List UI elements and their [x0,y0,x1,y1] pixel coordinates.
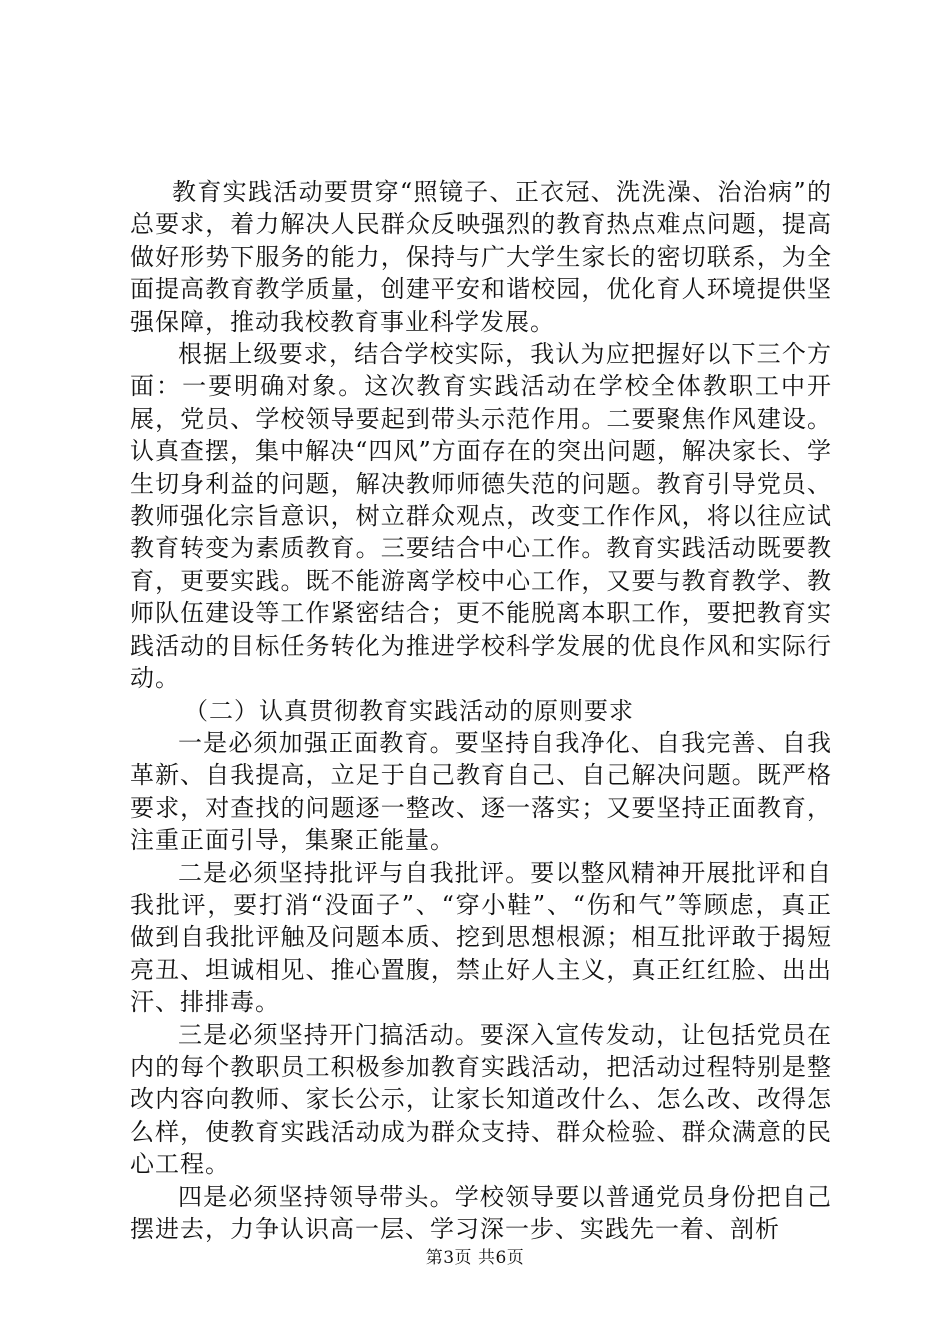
paragraph-principle-4: 四是必须坚持领导带头。学校领导要以普通党员身份把自己摆进去，力争认识高一层、学习深一步、实践先一着、剖析 [130,1182,832,1243]
section-heading: （二）认真贯彻教育实践活动的原则要求 [184,696,634,725]
paragraph-principle-2: 二是必须坚持批评与自我批评。要以整风精神开展批评和自我批评，要打消“没面子”、“穿小鞋”、“伤和气”等顾虑，真正做到自我批评触及问题本质、挖到思想根源；相互批评敢于揭短亮丑、坦诚相见、推心置腹，禁止好人主义，真正红红脸、出出汗、排排毒。 [130,858,832,1017]
paragraph-three-aspects: 根据上级要求，结合学校实际，我认为应把握好以下三个方面：一要明确对象。这次教育实践活动在学校全体教职工中开展，党员、学校领导要起到带头示范作用。二要聚焦作风建设。认真查摆，集中解决“四风”方面存在的突出问题，解决家长、学生切身利益的问题，解决教师师德失范的问题。教育引导党员、教师强化宗旨意识，树立群众观点，改变工作作风，将以往应试教育转变为素质教育。三要结合中心工作。教育实践活动既要教育，更要实践。既不能游离学校中心工作，又要与教育教学、教师队伍建设等工作紧密结合；更不能脱离本职工作，要把教育实践活动的目标任务转化为推进学校科学发展的优良作风和实际行动。 [130,340,832,693]
paragraph-requirements: 教育实践活动要贯穿“照镜子、正衣冠、洗洗澡、治治病”的总要求，着力解决人民群众反映强烈的教育热点难点问题，提高做好形势下服务的能力，保持与广大学生家长的密切联系，为全面提高教育教学质量，创建平安和谐校园，优化育人环境提供坚强保障，推动我校教育事业科学发展。 [130,178,832,336]
paragraph-principle-1: 一是必须加强正面教育。要坚持自我净化、自我完善、自我革新、自我提高，立足于自己教育自己、自己解决问题。既严格要求，对查找的问题逐一整改、逐一落实；又要坚持正面教育，注重正面引导，集聚正能量。 [130,728,832,855]
paragraph-principle-3: 三是必须坚持开门搞活动。要深入宣传发动，让包括党员在内的每个教职员工积极参加教育实践活动，把活动过程特别是整改内容向教师、家长公示，让家长知道改什么、怎么改、改得怎么样，使教育实践活动成为群众支持、群众检验、群众满意的民心工程。 [130,1020,832,1179]
page-footer: 第3页 共6页 [425,1248,525,1268]
document-body [130,176,832,1245]
